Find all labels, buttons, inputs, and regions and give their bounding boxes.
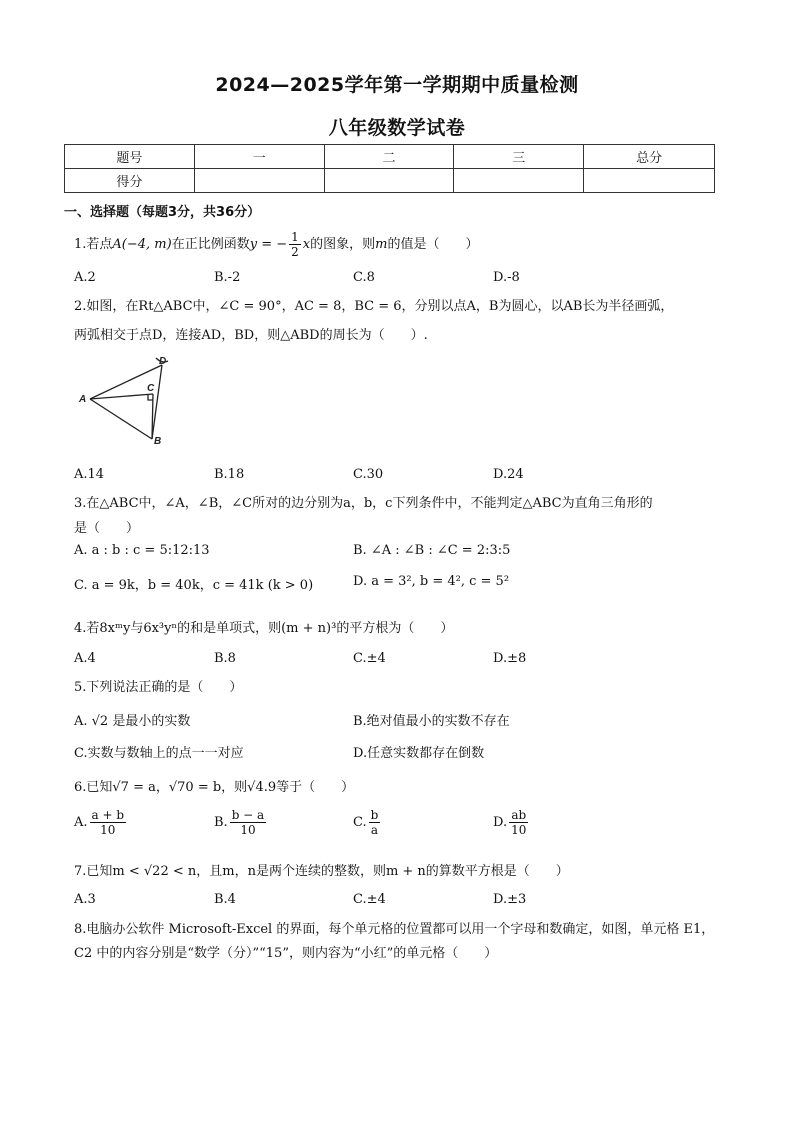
question-7: 7.已知m < √22 < n，且m，n是两个连续的整数，则m + n的算数平方根是（ ） xyxy=(74,864,569,879)
exam-subtitle: 八年级数学试卷 xyxy=(328,117,466,139)
score-table-header-row xyxy=(65,145,715,169)
q6-option-label: B. xyxy=(214,815,228,830)
q1-option-a[interactable]: A.2 xyxy=(74,270,96,285)
label-b: B xyxy=(154,436,162,447)
score-header-cell: 三 xyxy=(454,145,584,169)
q1-var-m: m xyxy=(375,237,388,252)
score-header-cell: 题号 xyxy=(65,145,195,169)
q6-numerator: a + b xyxy=(91,808,125,822)
q6-numerator: b − a xyxy=(231,808,265,822)
q7-option-a[interactable]: A.3 xyxy=(74,892,96,907)
q1-option-d[interactable]: D.-8 xyxy=(493,270,520,285)
q1-denominator: 2 xyxy=(291,245,299,259)
q6-option-c[interactable] xyxy=(353,808,382,837)
q6-option-label: D. xyxy=(493,815,508,830)
q6-fraction xyxy=(90,808,127,837)
q1-point: A(−4, m) xyxy=(112,237,172,252)
q5-option-c[interactable]: C.实数与数轴上的点一一对应 xyxy=(74,746,244,761)
q6-denominator: 10 xyxy=(100,823,116,837)
q6-fraction xyxy=(230,808,267,837)
q1-option-b[interactable]: B.-2 xyxy=(214,270,241,285)
label-c: C xyxy=(147,383,155,394)
question-6: 6.已知√7 = a，√70 = b，则√4.9等于（ ） xyxy=(74,780,355,795)
exam-title: 2024—2025学年第一学期期中质量检测 xyxy=(215,74,579,96)
q6-option-b[interactable] xyxy=(214,808,268,837)
q4-option-c[interactable]: C.±4 xyxy=(353,651,386,666)
q1-numerator: 1 xyxy=(291,230,299,244)
label-d: D xyxy=(159,356,167,367)
q1-part: 的图象，则 xyxy=(310,237,376,252)
q6-numerator: ab xyxy=(509,808,528,823)
q6-fraction xyxy=(509,808,528,837)
q2-option-c[interactable]: C.30 xyxy=(353,467,384,482)
q2-option-d[interactable]: D.24 xyxy=(493,467,524,482)
q2-option-a[interactable]: A.14 xyxy=(74,467,105,482)
score-row-label: 得分 xyxy=(65,169,195,193)
section-title: 一、选择题（每题3分，共36分） xyxy=(64,205,261,220)
q3-option-c[interactable]: C. a = 9k，b = 40k，c = 41k (k > 0) xyxy=(74,578,314,593)
q6-denominator: a xyxy=(370,823,379,837)
q5-option-a[interactable]: A. √2 是最小的实数 xyxy=(74,714,191,729)
question-5: 5.下列说法正确的是（ ） xyxy=(74,680,243,695)
question-2-line1: 2.如图，在Rt△ABC中，∠C = 90°，AC = 8，BC = 6，分别以点A，B为圆心，以AB长为半径画弧， xyxy=(74,299,674,314)
q1-fraction xyxy=(289,230,301,259)
score-table xyxy=(64,144,715,193)
q1-part: 1.若点 xyxy=(74,237,113,252)
q3-option-a[interactable]: A. a : b : c = 5:12:13 xyxy=(74,543,210,558)
q6-numerator: b xyxy=(370,808,379,822)
q6-option-label: C. xyxy=(353,815,367,830)
question-8-line2: C2 中的内容分别是“数学（分）”“15”，则内容为“小红”的单元格（ ） xyxy=(74,946,498,961)
q1-part: 的值是（ ） xyxy=(387,237,479,252)
score-cell[interactable] xyxy=(324,169,454,193)
q4-option-a[interactable]: A.4 xyxy=(74,651,96,666)
segment-DB xyxy=(152,365,162,439)
q1-func: y = − xyxy=(249,237,288,252)
q6-option-a[interactable] xyxy=(74,808,128,837)
score-header-cell: 总分 xyxy=(584,145,715,169)
q3-option-b[interactable]: B. ∠A : ∠B : ∠C = 2:3:5 xyxy=(353,543,511,558)
q6-denominator: 10 xyxy=(511,823,527,837)
q7-option-d[interactable]: D.±3 xyxy=(493,892,527,907)
q1-option-c[interactable]: C.8 xyxy=(353,270,375,285)
question-4: 4.若8xᵐy与6x³yⁿ的和是单项式，则(m + n)³的平方根为（ ） xyxy=(74,621,454,636)
question-1 xyxy=(74,230,478,259)
question-3-line1: 3.在△ABC中，∠A，∠B，∠C所对的边分别为a，b，c下列条件中，不能判定△ABC为直角三角形的 xyxy=(74,496,653,511)
score-table-score-row xyxy=(65,169,715,193)
q1-var: x xyxy=(302,237,311,252)
q2-option-b[interactable]: B.18 xyxy=(214,467,245,482)
score-header-cell: 一 xyxy=(194,145,324,169)
q4-option-d[interactable]: D.±8 xyxy=(493,651,527,666)
q6-option-label: A. xyxy=(74,815,88,830)
score-cell[interactable] xyxy=(454,169,584,193)
score-cell[interactable] xyxy=(194,169,324,193)
q6-denominator: 10 xyxy=(240,823,256,837)
q5-option-d[interactable]: D.任意实数都存在倒数 xyxy=(353,746,485,761)
q5-option-b[interactable]: B.绝对值最小的实数不存在 xyxy=(353,714,510,729)
q7-option-b[interactable]: B.4 xyxy=(214,892,236,907)
q3-option-d[interactable]: D. a = 3², b = 4², c = 5² xyxy=(353,574,510,589)
q6-option-d[interactable] xyxy=(493,808,530,837)
score-cell[interactable] xyxy=(584,169,715,193)
question-3-line2: 是（ ） xyxy=(74,521,140,536)
score-header-cell: 二 xyxy=(324,145,454,169)
question-2-line2: 两弧相交于点D，连接AD，BD，则△ABD的周长为（ ）. xyxy=(74,328,428,343)
segment-AB xyxy=(90,399,152,439)
q1-part: 在正比例函数 xyxy=(171,237,250,252)
label-a: A xyxy=(79,394,87,405)
q6-fraction xyxy=(369,808,381,837)
question-8-line1: 8.电脑办公软件 Microsoft-Excel 的界面，每个单元格的位置都可以用一个字母和数确定，如图，单元格 E1， xyxy=(74,922,715,937)
q2-figure xyxy=(74,352,174,452)
q4-option-b[interactable]: B.8 xyxy=(214,651,236,666)
q7-option-c[interactable]: C.±4 xyxy=(353,892,386,907)
